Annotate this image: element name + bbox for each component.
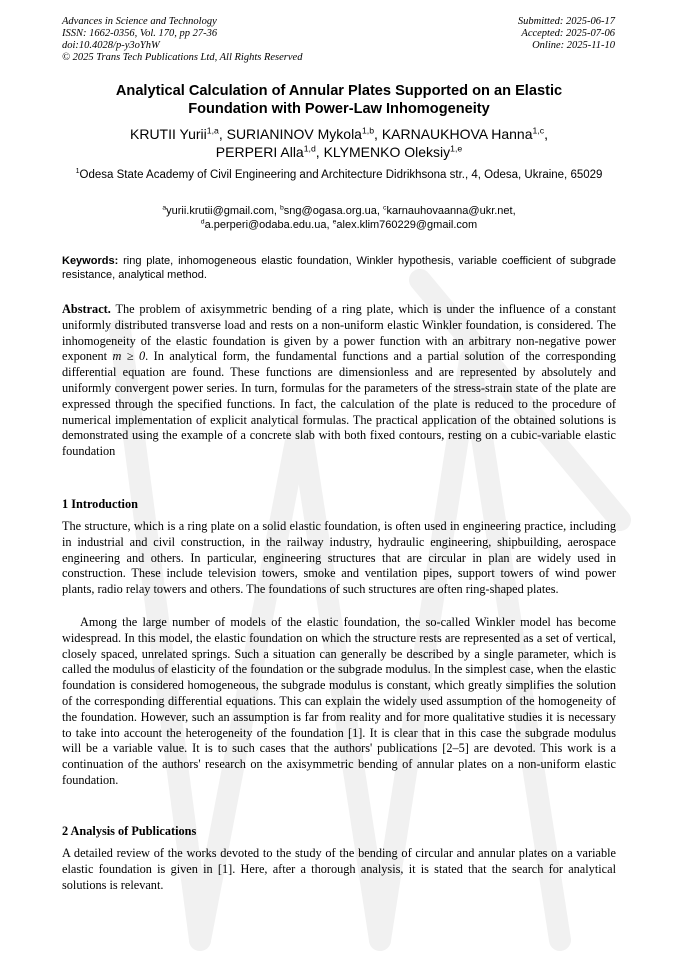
email-link[interactable]: alex.klim760229@gmail.com	[336, 219, 478, 231]
author-superscript: 1,d	[303, 143, 316, 154]
author-emails: $^a$yurii.krutii@gmail.com, $^b$sng@ogasa.org.ua, $^c$karnauhovaanna@ukr.net, $^d$a.perperi@odaba.edu.ua, $^e$alex.klim760229@gmail.com	[162, 204, 516, 231]
doi-line: doi:10.4028/p-y3oYhW	[62, 40, 160, 51]
copyright-line: © 2025 Trans Tech Publications Ltd, All Rights Reserved	[62, 52, 303, 63]
author-name: KLYMENKO Oleksiy	[323, 144, 451, 160]
section-heading-analysis: 2 Analysis of Publications	[62, 824, 197, 838]
email-link[interactable]: a.perperi@odaba.edu.ua	[204, 219, 327, 231]
journal-name: Advances in Science and Technology	[62, 16, 217, 27]
email-link[interactable]: yurii.krutii@gmail.com	[166, 205, 274, 217]
section-heading-introduction: 1 Introduction	[62, 497, 138, 511]
author-name: SURIANINOV Mykola	[226, 126, 362, 142]
email-superscript: c	[383, 204, 387, 212]
author-superscript: 1,e	[450, 143, 463, 154]
affiliation	[62, 168, 616, 182]
affiliation-superscript: 1	[75, 167, 80, 176]
paper-title	[62, 82, 616, 118]
author-name: KARNAUKHOVA Hanna	[381, 126, 533, 142]
author-name: PERPERI Alla	[215, 144, 304, 160]
abstract-block	[62, 302, 616, 460]
title-line-1: Analytical Calculation of Annular Plates Supported on an Elastic	[115, 83, 563, 99]
online-date: Online: 2025-11-10	[532, 40, 615, 51]
keywords-block	[62, 254, 616, 282]
introduction-paragraph-1: The structure, which is a ring plate on a solid elastic foundation, is often used in engineering practice, including in industrial and civil construction, in the railway industry, hydraulic engineering, shipbuilding, aerospace engineering and others. In particular, engineering structures that are circular in plan are widely used in construction. These include television towers, smoke and ventilation pipes, support towers of wind power plants, radio relay towers and others. The foundations of such structures are often ring-shaped plates.	[62, 519, 616, 597]
keywords-label: Keywords:	[62, 255, 119, 267]
email-link[interactable]: karnauhovaanna@ukr.net	[386, 205, 513, 217]
abstract-formula: m ≥ 0	[112, 349, 146, 364]
submitted-date: Submitted: 2025-06-17	[517, 16, 615, 27]
publication-dates	[518, 16, 615, 52]
issn-line: ISSN: 1662-0356, Vol. 170, pp 27-36	[62, 28, 218, 39]
email-superscript: d	[200, 218, 205, 226]
keywords-text: ring plate, inhomogeneous elastic foundation, Winkler hypothesis, variable coefficient of subgrade resistance, analytical method.	[62, 255, 616, 281]
email-superscript: e	[332, 218, 337, 226]
accepted-date: Accepted: 2025-07-06	[521, 28, 615, 39]
author-superscript: 1,b	[361, 125, 375, 136]
email-superscript: b	[280, 204, 284, 212]
abstract-text-part-2: . In analytical form, the fundamental functions and a partial solution of the corresponding differential equation are found. These functions are dimensionless and are represented by absolutely and uniformly convergent power series. In turn, formulas for the parameters of the stress-strain state of the plate are expressed through the specified functions. In fact, the calculation of the plate is reduced to the procedure of numerical implementation of explicit analytical formulas. The practical application of the obtained solutions is demonstrated using the example of a concrete slab with both fixed contours, resting on a cubic-variable elastic foundation	[62, 349, 616, 459]
analysis-paragraph-1: A detailed review of the works devoted to the study of the bending of circular and annular plates on a variable elastic foundation is given in [1]. Here, after a thorough analysis, it is stated that the search for analytical solutions is relevant.	[62, 846, 616, 892]
email-link[interactable]: sng@ogasa.org.ua	[283, 205, 377, 217]
affiliation-text: Odesa State Academy of Civil Engineering and Architecture Didrikhsona str., 4, Odesa, Ukraine, 65029	[79, 169, 603, 181]
abstract-label: Abstract.	[62, 302, 111, 316]
author-list: KRUTII Yurii$^{1,a}$, SURIANINOV Mykola$^{1,b}$, KARNAUKHOVA Hanna$^{1,c}$, PERPERI Alla$^{1,d}$, KLYMENKO Oleksiy$^{1,e}$	[130, 125, 548, 160]
email-superscript: a	[162, 204, 167, 212]
author-superscript: 1,a	[206, 125, 219, 136]
introduction-paragraph-2: Among the large number of models of the elastic foundation, the so-called Winkler model has become widespread. In this model, the elastic foundation on which the structure rests are represented as a set of vertical, closely spaced, unrelated springs. Such a situation can generally be described by a single parameter, which is called the modulus of elasticity of the foundation or the subgrade modulus. In the simplest case, when the elastic foundation is considered homogeneous, the subgrade modulus is constant, which greatly simplifies the solution of the corresponding differential equations. This can explain the widely used assumption of the homogeneity of the foundation. However, such an assumption is far from reality and for more qualitative studies it is necessary to take into account the heterogeneity of the foundation [1]. It is clear that in this case the subgrade modulus will be a variable value. It is to such cases that the authors' publications [2–5] are devoted. This work is a continuation of the authors' research on the axisymmetric bending of annular plates on a non-uniform elastic foundation.	[62, 615, 616, 787]
title-line-2: Foundation with Power-Law Inhomogeneity	[188, 101, 490, 117]
abstract-text-part-1: The problem of axisymmetric bending of a ring plate, which is under the influence of a constant uniformly distributed transverse load and rests on a non-uniform elastic Winkler foundation, is considered. The inhomogeneity of the elastic foundation is given by a power function with an arbitrary non-negative power exponent	[62, 302, 616, 364]
author-name: KRUTII Yurii	[130, 126, 207, 142]
journal-info	[62, 16, 302, 64]
author-superscript: 1,c	[532, 125, 545, 136]
